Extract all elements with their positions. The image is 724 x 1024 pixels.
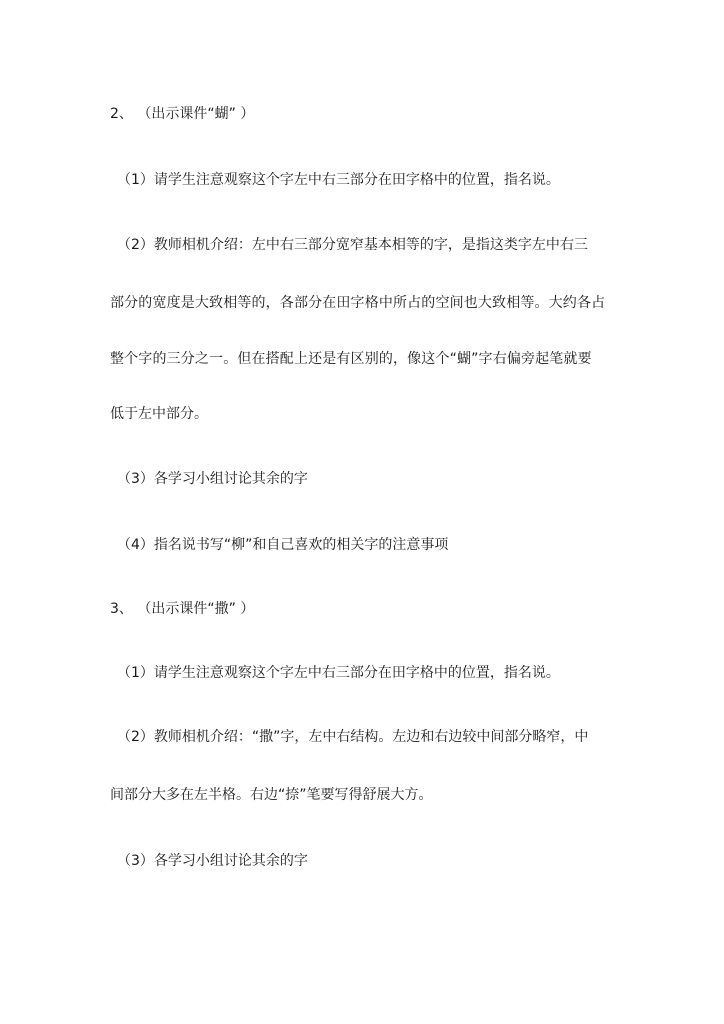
step-3-discuss-2: （3）各学习小组讨论其余的字 [117, 853, 308, 869]
step-2-intro-2-line-2: 间部分大多在左半格。右边“捺”笔要写得舒展大方。 [110, 787, 433, 803]
step-2-intro-line-1: （2）教师相机介绍：左中右三部分宽窄基本相等的字，是指这类字左中右三 [117, 237, 588, 253]
step-1-observe: （1）请学生注意观察这个字左中右三部分在田字格中的位置，指名说。 [117, 172, 560, 188]
step-3-discuss: （3）各学习小组讨论其余的字 [117, 471, 308, 487]
step-2-intro-2-line-1: （2）教师相机介绍：“撒”字，左中右结构。左边和右边较中间部分略窄，中 [117, 729, 589, 745]
step-2-intro-line-3: 整个字的三分之一。但在搭配上还是有区别的，像这个“蝴”字右偏旁起笔就要 [110, 351, 592, 367]
section-heading-2: 2、 （出示课件“蝴” ） [110, 106, 255, 122]
section-heading-3: 3、 （出示课件“撒” ） [110, 601, 255, 617]
step-2-intro-line-4: 低于左中部分。 [110, 406, 208, 422]
step-1-observe-2: （1）请学生注意观察这个字左中右三部分在田字格中的位置，指名说。 [117, 665, 560, 681]
step-2-intro-line-2: 部分的宽度是大致相等的，各部分在田字格中所占的空间也大致相等。大约各占 [110, 295, 606, 311]
step-4-writing-notes: （4）指名说书写“柳”和自己喜欢的相关字的注意事项 [117, 537, 449, 553]
